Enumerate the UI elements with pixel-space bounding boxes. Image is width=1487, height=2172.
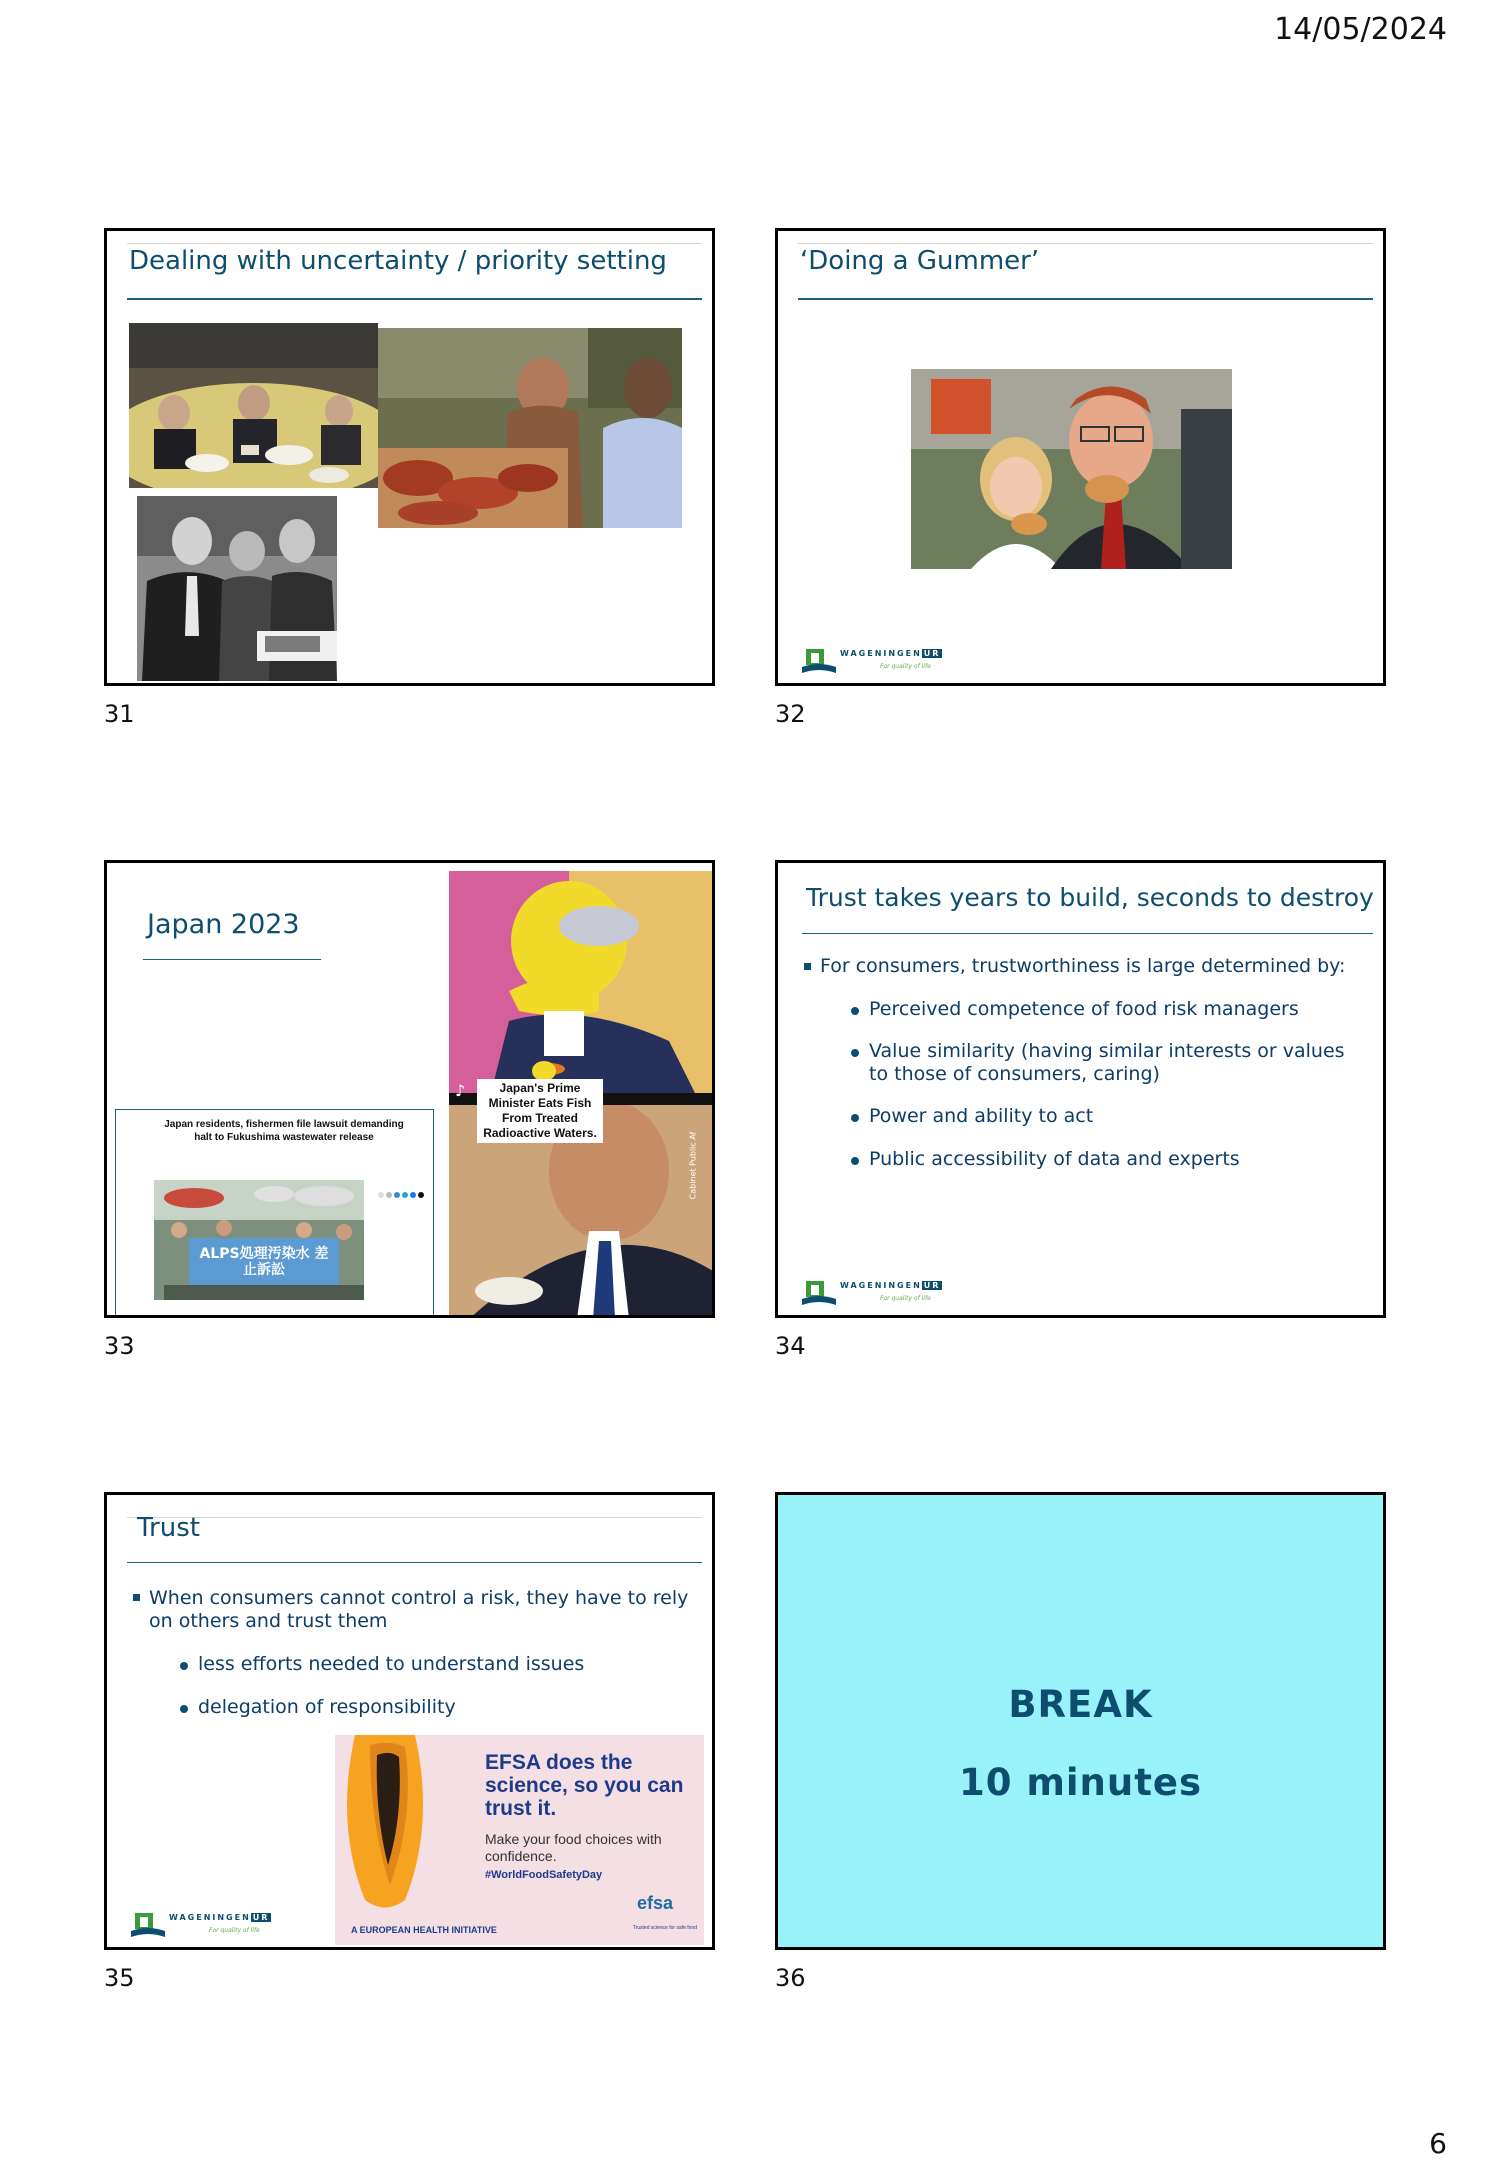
share-icon[interactable] xyxy=(402,1192,408,1198)
bullet-square xyxy=(804,963,811,970)
wur-logo-icon xyxy=(802,1279,836,1307)
bullet-dot xyxy=(851,1007,859,1015)
slide-34 xyxy=(775,860,1386,1318)
slide-lead: When consumers cannot control a risk, they have to rely on others and trust them xyxy=(149,1587,689,1632)
title-top-rule xyxy=(798,243,1373,244)
efsa-footer: A EUROPEAN HEALTH INITIATIVE xyxy=(351,1925,497,1935)
slide-title: ‘Doing a Gummer’ xyxy=(800,246,1040,276)
caption-overlay: Japan's Prime Minister Eats Fish From Treated Radioactive Waters. xyxy=(477,1079,603,1143)
bullet-dot xyxy=(180,1662,188,1670)
share-icon[interactable] xyxy=(394,1192,400,1198)
title-underline xyxy=(127,298,702,300)
slide-35 xyxy=(104,1492,715,1950)
slide-title: Trust takes years to build, seconds to destroy xyxy=(806,883,1374,912)
slide-31 xyxy=(104,228,715,686)
bullet-square xyxy=(133,1594,140,1601)
slide-33 xyxy=(104,860,715,1318)
point: Public accessibility of data and experts xyxy=(869,1148,1240,1170)
point: Value similarity (having similar interests or values to those of consumers, caring) xyxy=(869,1040,1345,1085)
photo-chirac-crowd xyxy=(137,496,337,681)
wur-logo: WAGENINGEN UR For quality of life xyxy=(802,1277,962,1311)
slide-number: 36 xyxy=(775,1964,806,1992)
title-underline xyxy=(802,933,1373,934)
efsa-advert xyxy=(335,1735,704,1945)
photo-protesters xyxy=(154,1180,364,1300)
slide-number: 31 xyxy=(104,700,135,728)
news-headline: Japan residents, fishermen file lawsuit demanding halt to Fukushima wastewater release xyxy=(164,1119,404,1143)
break-heading: BREAK xyxy=(1008,1683,1153,1726)
efsa-logo: efsa xyxy=(637,1893,674,1913)
tiktok-icon: ♪ xyxy=(455,1081,466,1100)
slide-32 xyxy=(775,228,1386,686)
slide-number: 33 xyxy=(104,1332,135,1360)
photo-officials-eating xyxy=(129,323,378,488)
wur-logo-icon xyxy=(131,1911,165,1939)
efsa-headline: EFSA does the science, so you can trust it. xyxy=(485,1751,684,1820)
point: less efforts needed to understand issues xyxy=(198,1653,585,1675)
share-icon[interactable] xyxy=(410,1192,416,1198)
bullet-dot xyxy=(851,1114,859,1122)
share-icon[interactable] xyxy=(378,1192,384,1198)
protest-sign-text: ALPS処理汚染水 差止訴訟 xyxy=(199,1246,329,1278)
point: Perceived competence of food risk managers xyxy=(869,998,1299,1020)
break-duration: 10 minutes xyxy=(958,1761,1203,1804)
slide-title: Japan 2023 xyxy=(147,909,300,940)
title-top-rule xyxy=(127,243,702,244)
news-article-card xyxy=(115,1109,434,1318)
title-top-rule xyxy=(127,1517,702,1518)
photo-watermark: Cabinet Public Af xyxy=(688,1131,698,1200)
point: Power and ability to act xyxy=(869,1105,1094,1127)
wur-logo-icon xyxy=(802,647,836,675)
share-icons xyxy=(378,1192,424,1198)
page-number: 6 xyxy=(1429,2127,1447,2160)
efsa-hashtag: #WorldFoodSafetyDay xyxy=(485,1869,603,1881)
photo-burns-and-prime-minister xyxy=(449,871,713,1318)
wur-logo: WAGENINGEN UR For quality of life xyxy=(131,1909,291,1943)
slide-number: 32 xyxy=(775,700,806,728)
title-underline xyxy=(143,959,321,960)
papaya-image xyxy=(335,1735,445,1910)
bullet-dot xyxy=(180,1705,188,1713)
document-date: 14/05/2024 xyxy=(1274,12,1447,47)
efsa-logo-tagline: Trusted science for safe food xyxy=(632,1925,697,1931)
title-underline xyxy=(798,298,1373,300)
slide-number: 34 xyxy=(775,1332,806,1360)
title-underline xyxy=(127,1562,702,1563)
efsa-subline: Make your food choices with confidence. xyxy=(485,1831,662,1864)
share-icon[interactable] xyxy=(418,1192,424,1198)
share-icon[interactable] xyxy=(386,1192,392,1198)
slide-36 xyxy=(775,1492,1386,1950)
photo-minister-burger xyxy=(911,369,1232,569)
wur-logo: WAGENINGEN UR For quality of life xyxy=(802,645,962,679)
slide-title: Trust xyxy=(137,1513,200,1543)
photo-obama-crawfish xyxy=(378,328,682,528)
bullet-dot xyxy=(851,1157,859,1165)
bullet-dot xyxy=(851,1049,859,1057)
slide-lead: For consumers, trustworthiness is large determined by: xyxy=(820,955,1346,977)
point: delegation of responsibility xyxy=(198,1696,456,1718)
slide-number: 35 xyxy=(104,1964,135,1992)
slide-title: Dealing with uncertainty / priority setting xyxy=(129,246,667,276)
